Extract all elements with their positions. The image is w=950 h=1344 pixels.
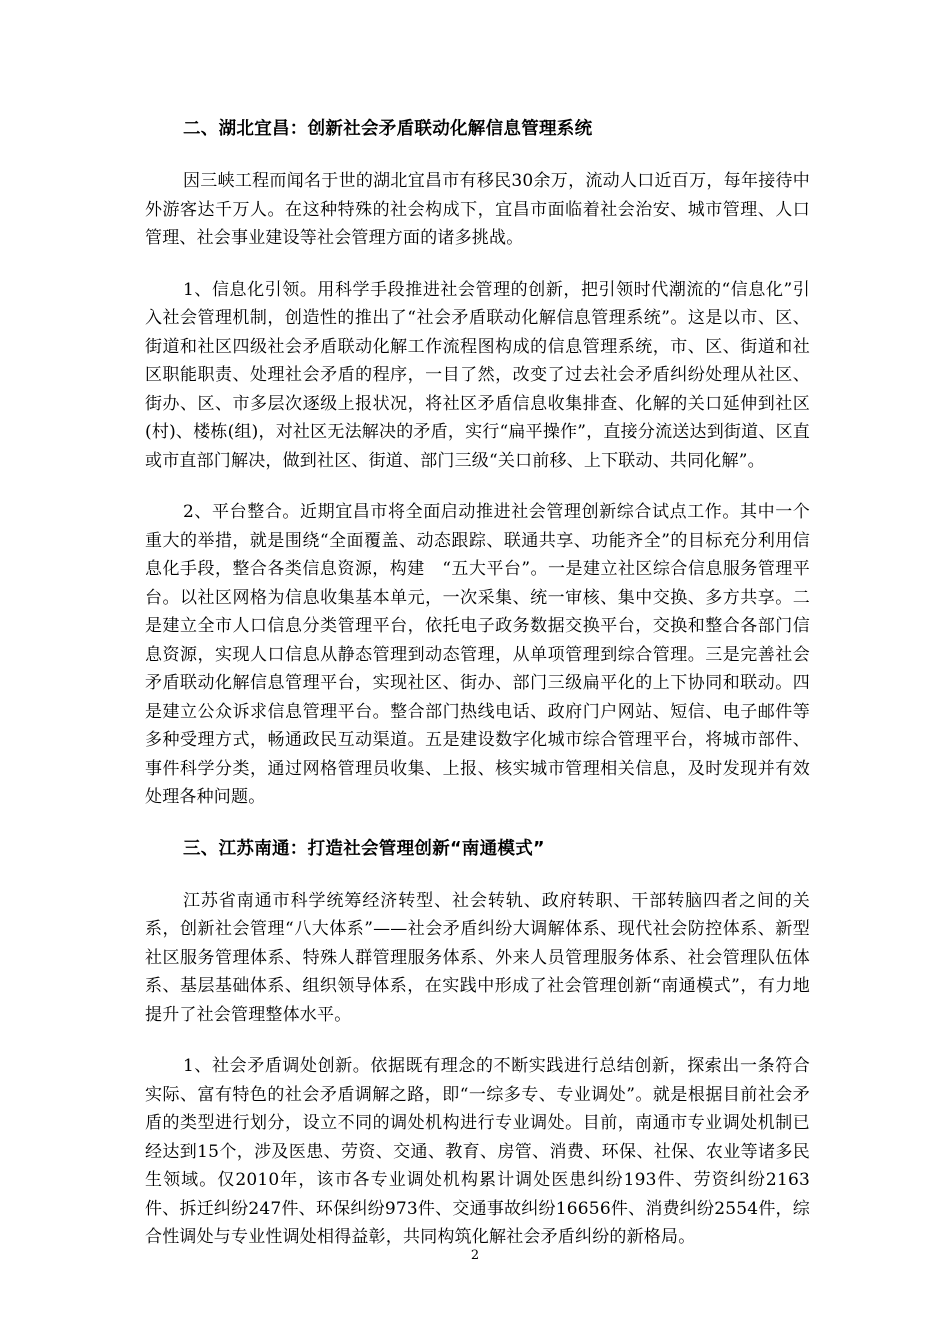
paragraph-yichang-informatization: 1、信息化引领。用科学手段推进社会管理的创新，把引领时代潮流的“信息化”引入社会管理机制，创造性的推出了“社会矛盾联动化解信息管理系统”。这是以市、区、街道和社区四级社会矛盾联动化解工作流程图构成的信息管理系统，市、区、街道和社区职能职责、处理社会矛盾的程序，一目了然，改变了过去社会矛盾纠纷处理从社区、街办、区、市多层次逐级上报状况，将社区矛盾信息收集排查、化解的关口延伸到社区(村)、楼栋(组)，对社区无法解决的矛盾，实行“扁平操作”，直接分流送达到街道、区直或市直部门解决，做到社区、街道、部门三级“关口前移、上下联动、共同化解”。 bbox=[145, 279, 810, 471]
section-heading-yichang: 二、湖北宜昌：创新社会矛盾联动化解信息管理系统 bbox=[183, 119, 593, 139]
page-number: 2 bbox=[470, 1248, 480, 1263]
paragraph-nantong-mediation: 1、社会矛盾调处创新。依据既有理念的不断实践进行总结创新，探索出一条符合实际、富有特色的社会矛盾调解之路，即“一综多专、专业调处”。就是根据目前社会矛盾的类型进行划分，设立不同的调处机构进行专业调处。目前，南通市专业调处机制已经达到15个，涉及医患、劳资、交通、教育、房管、消费、环保、社保、农业等诸多民生领域。仅2010年，该市各专业调处机构累计调处医患纠纷193件、劳资纠纷2163件、拆迁纠纷247件、环保纠纷973件、交通事故纠纷16656件、消费纠纷2554件，综合性调处与专业性调处相得益彰，共同构筑化解社会矛盾纠纷的新格局。 bbox=[145, 1056, 810, 1247]
paragraph-yichang-platforms: 2、平台整合。近期宜昌市将全面启动推进社会管理创新综合试点工作。其中一个重大的举措，就是围绕“全面覆盖、动态跟踪、联通共享、功能齐全”的目标充分利用信息化手段，整合各类信息资源，构建 “五大平台”。一是建立社区综合信息服务管理平台。以社区网格为信息收集基本单元，一次采集、统一审核、集中交换、多方共享。二是建立全市人口信息分类管理平台，依托电子政务数据交换平台，交换和整合各部门信息资源，实现人口信息从静态管理到动态管理，从单项管理到综合管理。三是完善社会矛盾联动化解信息管理平台，实现社区、街办、部门三级扁平化的上下协同和联动。四是建立公众诉求信息管理平台。整合部门热线电话、政府门户网站、短信、电子邮件等多种受理方式，畅通政民互动渠道。五是建设数字化城市综合管理平台，将城市部件、事件科学分类，通过网格管理员收集、上报、核实城市管理相关信息，及时发现并有效处理各种问题。 bbox=[145, 502, 810, 807]
paragraph-yichang-intro: 因三峡工程而闻名于世的湖北宜昌市有移民30余万，流动人口近百万，每年接待中外游客达千万人。在这种特殊的社会构成下，宜昌市面临着社会治安、城市管理、人口管理、社会事业建设等社会管理方面的诸多挑战。 bbox=[145, 171, 810, 248]
document-body bbox=[145, 115, 810, 1252]
paragraph-nantong-intro: 江苏省南通市科学统筹经济转型、社会转轨、政府转职、干部转脑四者之间的关系，创新社会管理“八大体系”——社会矛盾纠纷大调解体系、现代社会防控体系、新型社区服务管理体系、特殊人群管理服务体系、外来人员管理服务体系、社会管理队伍体系、基层基础体系、组织领导体系，在实践中形成了社会管理创新“南通模式”，有力地提升了社会管理整体水平。 bbox=[145, 890, 810, 1025]
section-heading-nantong: 三、江苏南通：打造社会管理创新“南通模式” bbox=[183, 838, 545, 859]
